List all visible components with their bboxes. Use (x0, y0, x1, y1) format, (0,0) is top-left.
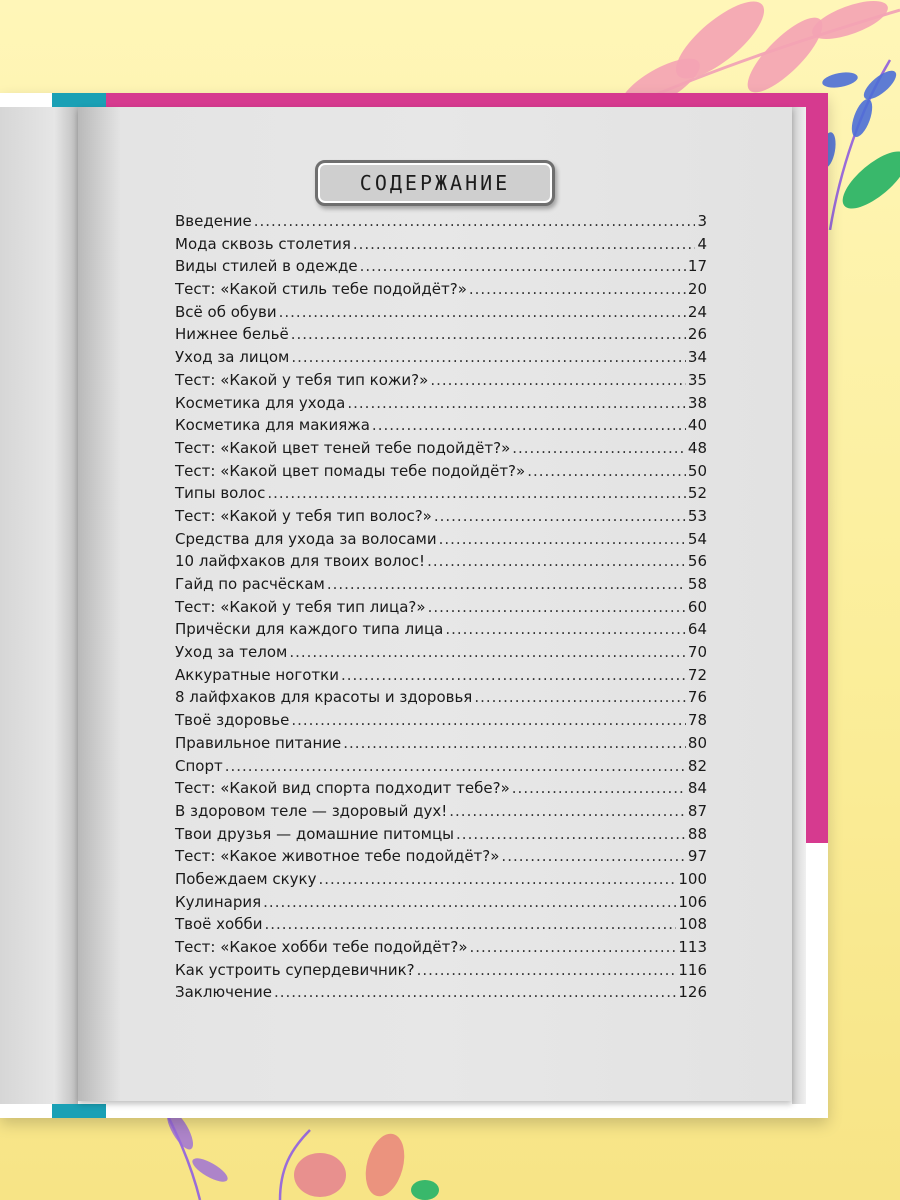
toc-entry-title: Тест: «Какой у тебя тип волос?» (175, 506, 432, 525)
toc-dot-leader (341, 666, 686, 684)
toc-dot-leader (318, 870, 676, 888)
toc-dot-leader (327, 575, 686, 593)
page-title: СОДЕРЖАНИЕ (359, 171, 511, 195)
toc-entry (175, 779, 707, 802)
toc-entry-page: 80 (687, 733, 707, 752)
toc-entry-page: 88 (687, 824, 707, 843)
toc-dot-leader (417, 961, 677, 979)
toc-dot-leader (353, 235, 696, 253)
toc-entry (175, 575, 707, 598)
toc-entry-title: Как устроить супердевичник? (175, 960, 415, 979)
toc-entry (175, 484, 707, 507)
toc-entry (175, 938, 707, 961)
toc-entry-title: Виды стилей в одежде (175, 257, 358, 276)
toc-entry-title: Всё об обуви (175, 302, 277, 321)
toc-dot-leader (289, 643, 686, 661)
toc-entry (175, 394, 707, 417)
toc-entry (175, 325, 707, 348)
toc-dot-leader (512, 439, 686, 457)
toc-entry-page: 3 (697, 212, 707, 230)
table-of-contents (175, 212, 707, 1006)
toc-dot-leader (501, 847, 685, 865)
toc-entry-title: Введение (175, 212, 252, 230)
toc-dot-leader (254, 212, 696, 230)
toc-entry-page: 56 (687, 552, 707, 571)
toc-entry-page: 38 (687, 393, 707, 412)
book-bottom-edge (0, 1104, 828, 1118)
toc-dot-leader (456, 825, 686, 843)
toc-entry-title: В здоровом теле — здоровый дух! (175, 801, 448, 820)
toc-entry-page: 113 (678, 938, 707, 956)
toc-entry-page: 106 (678, 892, 707, 911)
toc-entry (175, 416, 707, 439)
toc-dot-leader (274, 983, 676, 1001)
toc-entry (175, 983, 707, 1006)
toc-dot-leader (360, 257, 686, 275)
book-top-edge-white (0, 93, 52, 107)
toc-entry (175, 711, 707, 734)
toc-entry (175, 303, 707, 326)
toc-entry-page: 116 (678, 960, 707, 979)
toc-entry-title: 10 лайфхаков для твоих волос! (175, 552, 426, 571)
toc-entry (175, 893, 707, 916)
toc-entry-page: 53 (687, 506, 707, 525)
toc-entry (175, 688, 707, 711)
toc-entry-title: Твоё хобби (175, 915, 263, 934)
toc-dot-leader (449, 802, 686, 820)
toc-entry-title: Тест: «Какой у тебя тип лица?» (175, 597, 426, 616)
toc-entry-title: Нижнее бельё (175, 325, 289, 344)
toc-entry (175, 620, 707, 643)
toc-dot-leader (279, 303, 686, 321)
toc-entry (175, 915, 707, 938)
toc-dot-leader (263, 893, 676, 911)
toc-entry-title: Аккуратные ноготки (175, 665, 339, 684)
toc-dot-leader (291, 348, 686, 366)
toc-dot-leader (470, 938, 677, 956)
toc-entry-page: 40 (687, 416, 707, 435)
toc-entry (175, 802, 707, 825)
toc-entry (175, 257, 707, 280)
toc-entry-page: 87 (687, 801, 707, 820)
toc-entry-page: 50 (687, 461, 707, 480)
title-plate (315, 160, 555, 206)
toc-entry-page: 35 (687, 370, 707, 389)
toc-dot-leader (439, 530, 686, 548)
toc-dot-leader (267, 484, 686, 502)
toc-entry-page: 24 (687, 302, 707, 321)
toc-entry-page: 34 (687, 348, 707, 367)
toc-entry-title: Твоё здоровье (175, 711, 290, 730)
toc-dot-leader (291, 325, 686, 343)
toc-entry-page: 48 (687, 438, 707, 457)
toc-entry-title: Тест: «Какой стиль тебе подойдёт?» (175, 280, 467, 299)
toc-dot-leader (427, 552, 686, 570)
toc-dot-leader (430, 371, 686, 389)
toc-entry (175, 961, 707, 984)
toc-entry-page: 58 (687, 575, 707, 593)
toc-entry-page: 82 (687, 756, 707, 775)
toc-dot-leader (445, 620, 686, 638)
toc-entry-title: Косметика для ухода (175, 393, 346, 412)
toc-entry-title: Уход за телом (175, 643, 288, 662)
toc-entry-title: 8 лайфхаков для красоты и здоровья (175, 688, 473, 707)
toc-entry-title: Средства для ухода за волосами (175, 529, 437, 548)
toc-entry (175, 371, 707, 394)
toc-entry-page: 64 (687, 620, 707, 639)
toc-entry-page: 108 (678, 915, 707, 934)
toc-entry-title: Тест: «Какой цвет теней тебе подойдёт?» (175, 438, 511, 457)
toc-entry-page: 84 (687, 779, 707, 798)
toc-dot-leader (512, 779, 686, 797)
toc-entry-title: Тест: «Какое животное тебе подойдёт?» (175, 847, 500, 866)
toc-entry-title: Тест: «Какое хобби тебе подойдёт?» (175, 938, 468, 956)
toc-dot-leader (434, 507, 686, 525)
toc-entry-page: 70 (687, 643, 707, 662)
toc-entry (175, 462, 707, 485)
toc-entry-title: Правильное питание (175, 733, 342, 752)
toc-entry-page: 76 (687, 688, 707, 707)
toc-entry-page: 97 (687, 847, 707, 866)
toc-entry (175, 348, 707, 371)
toc-entry-page: 20 (687, 280, 707, 299)
toc-entry-page: 17 (687, 257, 707, 276)
page-edge (792, 107, 806, 1104)
toc-entry-title: Уход за лицом (175, 348, 290, 367)
toc-entry (175, 552, 707, 575)
toc-entry-title: Тест: «Какой вид спорта подходит тебе?» (175, 779, 510, 798)
toc-entry-title: Причёски для каждого типа лица (175, 620, 444, 639)
toc-dot-leader (474, 688, 686, 706)
toc-entry-page: 4 (697, 234, 707, 253)
toc-entry (175, 530, 707, 553)
toc-entry (175, 847, 707, 870)
toc-entry (175, 870, 707, 893)
toc-dot-leader (225, 757, 686, 775)
toc-entry (175, 825, 707, 848)
toc-dot-leader (469, 280, 686, 298)
toc-entry (175, 280, 707, 303)
toc-entry-title: Кулинария (175, 892, 262, 911)
toc-dot-leader (527, 462, 686, 480)
toc-entry (175, 507, 707, 530)
toc-entry-title: Побеждаем скуку (175, 869, 317, 888)
toc-entry-page: 100 (678, 869, 707, 888)
book-cover-edge (806, 93, 828, 843)
toc-dot-leader (347, 394, 686, 412)
toc-dot-leader (428, 598, 686, 616)
toc-entry-title: Заключение (175, 983, 272, 1002)
toc-entry-page: 78 (687, 711, 707, 730)
toc-entry-page: 54 (687, 529, 707, 548)
toc-entry-title: Мода сквозь столетия (175, 234, 351, 253)
toc-entry (175, 235, 707, 258)
toc-entry-title: Спорт (175, 756, 223, 775)
book-bottom-edge-teal (52, 1104, 106, 1118)
toc-entry (175, 734, 707, 757)
toc-dot-leader (343, 734, 686, 752)
left-page (0, 107, 78, 1104)
book-top-edge-teal (52, 93, 106, 107)
toc-entry-title: Косметика для макияжа (175, 416, 370, 435)
toc-entry (175, 598, 707, 621)
book-top-edge (0, 93, 828, 107)
toc-entry (175, 212, 707, 235)
toc-dot-leader (291, 711, 686, 729)
toc-entry (175, 757, 707, 780)
toc-dot-leader (372, 416, 686, 434)
toc-entry-title: Тест: «Какой цвет помады тебе подойдёт?» (175, 461, 526, 480)
toc-entry (175, 666, 707, 689)
toc-entry-title: Типы волос (175, 484, 266, 503)
toc-dot-leader (264, 915, 676, 933)
toc-entry-page: 26 (687, 325, 707, 344)
toc-entry-title: Тест: «Какой у тебя тип кожи?» (175, 370, 429, 389)
toc-entry-title: Твои друзья — домашние питомцы (175, 824, 455, 843)
toc-entry-page: 72 (687, 665, 707, 684)
toc-entry-title: Гайд по расчёскам (175, 575, 325, 593)
toc-entry (175, 439, 707, 462)
toc-entry-page: 60 (687, 597, 707, 616)
toc-entry-page: 52 (687, 484, 707, 503)
toc-entry-page: 126 (678, 983, 707, 1002)
toc-entry (175, 643, 707, 666)
